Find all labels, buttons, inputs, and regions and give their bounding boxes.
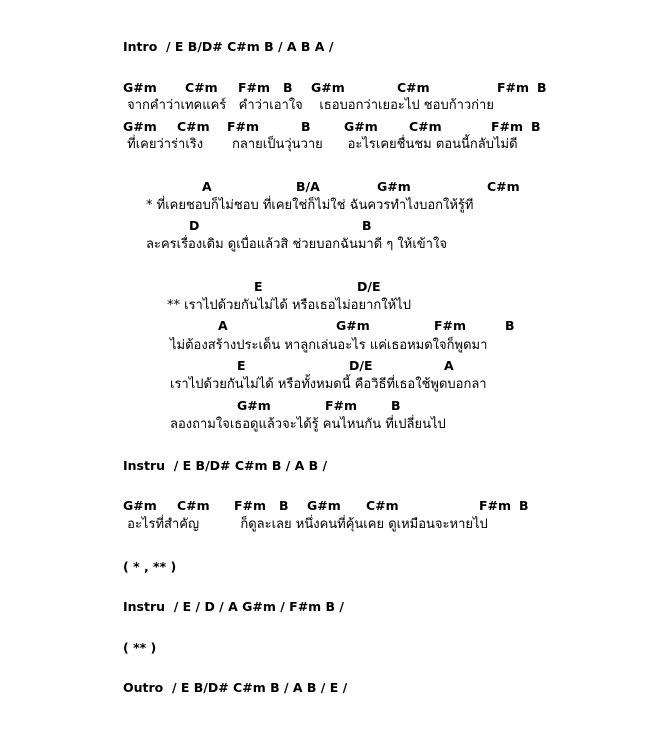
chord-label: A bbox=[202, 179, 212, 194]
chord-label: F#m bbox=[238, 80, 271, 95]
chord-label: F#m bbox=[325, 398, 358, 413]
repeat-marker-1: ( * , ** ) bbox=[123, 559, 177, 574]
chord-label: C#m bbox=[185, 80, 218, 95]
repeat-marker-2: ( ** ) bbox=[123, 640, 157, 655]
chord-label: F#m bbox=[227, 119, 260, 134]
chord-label: B bbox=[301, 119, 311, 134]
chorus1-lyric-b: ละครเรื่องเดิม ดูเบื่อแล้วสิ ช่วยบอกฉันมาดี ๆ ให้เข้าใจ bbox=[146, 237, 447, 252]
chord-label: C#m bbox=[366, 498, 399, 513]
chord-label: G#m bbox=[377, 179, 411, 194]
chord-label: F#m bbox=[434, 318, 467, 333]
chord-label: F#m bbox=[497, 80, 530, 95]
chorus2-lyric-c: เราไปด้วยกันไม่ได้ หรือทั้งหมดนี้ คือวิธีที่เธอใช้พูดบอกลา bbox=[170, 377, 487, 392]
chord-label: B bbox=[283, 80, 293, 95]
chord-label: G#m bbox=[311, 80, 345, 95]
chord-label: B/A bbox=[296, 179, 320, 194]
chord-label: A bbox=[444, 358, 454, 373]
chorus2-lyric-b: ไม่ต้องสร้างประเด็น หาลูกเล่นอะไร แค่เธอหมดใจก็พูดมา bbox=[170, 338, 488, 353]
instru-line-2: Instru / E / D / A G#m / F#m B / bbox=[123, 599, 344, 614]
chorus2-lyric-d: ลองถามใจเธอดูแล้วจะได้รู้ คนไหนกัน ที่เปลี่ยนไป bbox=[170, 417, 446, 432]
chord-label: C#m bbox=[177, 119, 210, 134]
chord-label: D/E bbox=[349, 358, 373, 373]
chord-label: C#m bbox=[487, 179, 520, 194]
chord-label: G#m bbox=[123, 80, 157, 95]
chord-label: E bbox=[237, 358, 246, 373]
outro-line: Outro / E B/D# C#m B / A B / E / bbox=[123, 680, 348, 695]
chord-label: C#m bbox=[409, 119, 442, 134]
chord-label: D/E bbox=[357, 279, 381, 294]
chord-label: G#m bbox=[307, 498, 341, 513]
chord-label: B bbox=[279, 498, 289, 513]
chord-label: A bbox=[218, 318, 228, 333]
verse1-lyric-a: จากคำว่าเทคแคร์ คำว่าเอาใจ เธอบอกว่าเยอะไป ชอบก้าวก่าย bbox=[123, 98, 494, 113]
chord-label: B bbox=[505, 318, 515, 333]
verse2-lyric-a: อะไรที่สำคัญ ก็ดูละเลย หนึ่งคนที่คุ้นเคย ดูเหมือนจะหายไป bbox=[123, 517, 488, 532]
chord-label: F#m bbox=[491, 119, 524, 134]
verse1-lyric-b: ที่เคยว่าร่าเริง กลายเป็นวุ่นวาย อะไรเคยชื่นชม ตอนนี้กลับไม่ดี bbox=[123, 137, 518, 152]
chord-label: B bbox=[531, 119, 541, 134]
chorus2-lyric-a: ** เราไปด้วยกันไม่ได้ หรือเธอไม่อยากให้ไป bbox=[167, 298, 411, 313]
chorus1-lyric-a: * ที่เคยชอบก็ไม่ชอบ ที่เคยใช่ก็ไม่ใช่ ฉันควรทำไงบอกให้รู้ที bbox=[146, 198, 474, 213]
chord-label: C#m bbox=[397, 80, 430, 95]
chord-label: G#m bbox=[123, 119, 157, 134]
chord-label: G#m bbox=[237, 398, 271, 413]
chord-label: G#m bbox=[336, 318, 370, 333]
chord-label: C#m bbox=[177, 498, 210, 513]
chord-label: F#m bbox=[479, 498, 512, 513]
chord-label: B bbox=[519, 498, 529, 513]
intro-line: Intro / E B/D# C#m B / A B A / bbox=[123, 39, 334, 54]
chord-label: B bbox=[537, 80, 547, 95]
chord-label: B bbox=[391, 398, 401, 413]
chord-label: E bbox=[254, 279, 263, 294]
chord-label: G#m bbox=[344, 119, 378, 134]
instru-line-1: Instru / E B/D# C#m B / A B / bbox=[123, 458, 328, 473]
chord-label: B bbox=[362, 218, 372, 233]
chord-label: D bbox=[189, 218, 200, 233]
chord-label: G#m bbox=[123, 498, 157, 513]
chord-label: F#m bbox=[234, 498, 267, 513]
